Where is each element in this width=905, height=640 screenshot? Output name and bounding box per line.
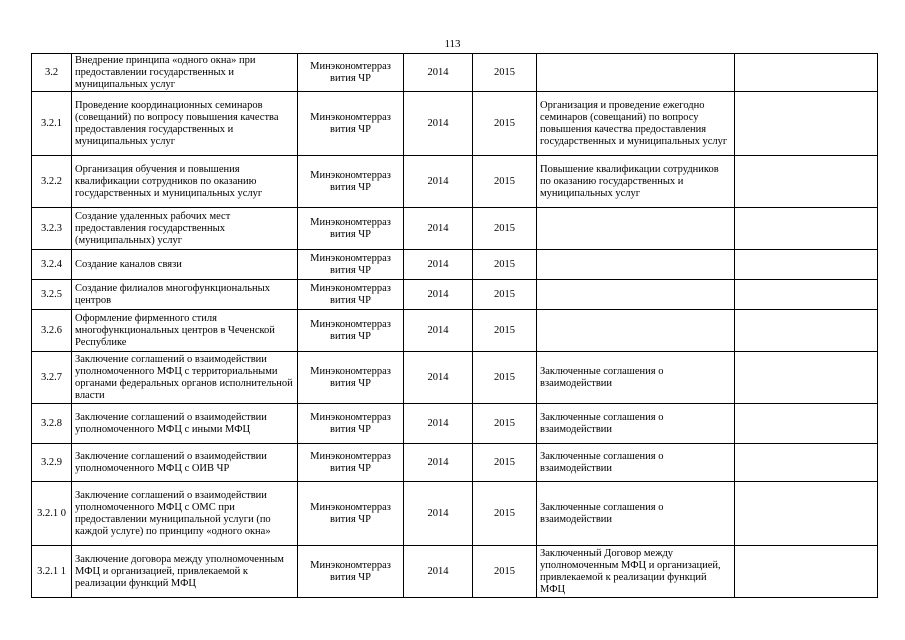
start-year: 2014 xyxy=(404,280,473,310)
measure-name: Заключение соглашений о взаимодействии уполномоченного МФЦ с ОМС при предоставлении муниципальной услуги (по каждой услуге) по принципу «одного окна» xyxy=(72,482,298,546)
measure-name: Внедрение принципа «одного окна» при предоставлении государственных и муниципальных услуг xyxy=(72,54,298,92)
table-row xyxy=(32,310,878,352)
measure-name: Заключение соглашений о взаимодействии уполномоченного МФЦ с ОИВ ЧР xyxy=(72,444,298,482)
expected-result: Заключенные соглашения о взаимодействии xyxy=(537,482,735,546)
expected-result xyxy=(537,208,735,250)
table-row xyxy=(32,444,878,482)
start-year: 2014 xyxy=(404,250,473,280)
start-year: 2014 xyxy=(404,404,473,444)
executor: Минэкономтерраз вития ЧР xyxy=(298,250,404,280)
row-number: 3.2.1 0 xyxy=(32,482,72,546)
expected-result: Заключенные соглашения о взаимодействии xyxy=(537,352,735,404)
start-year: 2014 xyxy=(404,546,473,598)
expected-result xyxy=(537,54,735,92)
expected-result xyxy=(537,310,735,352)
table-row xyxy=(32,92,878,156)
measure-name: Оформление фирменного стиля многофункциональных центров в Чеченской Республике xyxy=(72,310,298,352)
executor: Минэкономтерраз вития ЧР xyxy=(298,208,404,250)
start-year: 2014 xyxy=(404,92,473,156)
notes-cell xyxy=(735,352,878,404)
table-row xyxy=(32,482,878,546)
measure-name: Проведение координационных семинаров (совещаний) по вопросу повышения качества предоставления государственных и муниципальных услуг xyxy=(72,92,298,156)
table-row xyxy=(32,54,878,92)
measure-name: Организация обучения и повышения квалификации сотрудников по оказанию государственных и муниципальных услуг xyxy=(72,156,298,208)
start-year: 2014 xyxy=(404,54,473,92)
measure-name: Создание удаленных рабочих мест предоставления государственных (муниципальных) услуг xyxy=(72,208,298,250)
expected-result: Заключенные соглашения о взаимодействии xyxy=(537,404,735,444)
expected-result: Организация и проведение ежегодно семинаров (совещаний) по вопросу повышения качества предоставления государственных и муниципальных услуг xyxy=(537,92,735,156)
end-year: 2015 xyxy=(473,404,537,444)
executor: Минэкономтерраз вития ЧР xyxy=(298,280,404,310)
row-number: 3.2.5 xyxy=(32,280,72,310)
row-number: 3.2.2 xyxy=(32,156,72,208)
notes-cell xyxy=(735,280,878,310)
notes-cell xyxy=(735,250,878,280)
end-year: 2015 xyxy=(473,156,537,208)
executor: Минэкономтерраз вития ЧР xyxy=(298,352,404,404)
table-row xyxy=(32,404,878,444)
end-year: 2015 xyxy=(473,280,537,310)
notes-cell xyxy=(735,156,878,208)
row-number: 3.2.1 xyxy=(32,92,72,156)
executor: Минэкономтерраз вития ЧР xyxy=(298,156,404,208)
row-number: 3.2.3 xyxy=(32,208,72,250)
row-number: 3.2 xyxy=(32,54,72,92)
table-row xyxy=(32,280,878,310)
end-year: 2015 xyxy=(473,310,537,352)
measure-name: Заключение договора между уполномоченным МФЦ и организацией, привлекаемой к реализации функций МФЦ xyxy=(72,546,298,598)
executor: Минэкономтерраз вития ЧР xyxy=(298,444,404,482)
notes-cell xyxy=(735,92,878,156)
start-year: 2014 xyxy=(404,208,473,250)
table-row xyxy=(32,208,878,250)
row-number: 3.2.6 xyxy=(32,310,72,352)
start-year: 2014 xyxy=(404,444,473,482)
notes-cell xyxy=(735,310,878,352)
row-number: 3.2.1 1 xyxy=(32,546,72,598)
measures-table xyxy=(31,53,878,598)
end-year: 2015 xyxy=(473,444,537,482)
start-year: 2014 xyxy=(404,482,473,546)
table-row xyxy=(32,250,878,280)
end-year: 2015 xyxy=(473,352,537,404)
expected-result xyxy=(537,250,735,280)
measure-name: Заключение соглашений о взаимодействии уполномоченного МФЦ с территориальными органами федеральных органов исполнительной власти xyxy=(72,352,298,404)
end-year: 2015 xyxy=(473,482,537,546)
page-number: 113 xyxy=(444,38,461,50)
row-number: 3.2.7 xyxy=(32,352,72,404)
end-year: 2015 xyxy=(473,92,537,156)
executor: Минэкономтерраз вития ЧР xyxy=(298,92,404,156)
executor: Минэкономтерраз вития ЧР xyxy=(298,54,404,92)
end-year: 2015 xyxy=(473,250,537,280)
notes-cell xyxy=(735,54,878,92)
notes-cell xyxy=(735,546,878,598)
end-year: 2015 xyxy=(473,54,537,92)
notes-cell xyxy=(735,482,878,546)
notes-cell xyxy=(735,404,878,444)
end-year: 2015 xyxy=(473,208,537,250)
measure-name: Создание каналов связи xyxy=(72,250,298,280)
executor: Минэкономтерраз вития ЧР xyxy=(298,482,404,546)
expected-result: Заключенный Договор между уполномоченным МФЦ и организацией, привлекаемой к реализации функций МФЦ xyxy=(537,546,735,598)
start-year: 2014 xyxy=(404,352,473,404)
expected-result: Заключенные соглашения о взаимодействии xyxy=(537,444,735,482)
notes-cell xyxy=(735,208,878,250)
notes-cell xyxy=(735,444,878,482)
row-number: 3.2.8 xyxy=(32,404,72,444)
executor: Минэкономтерраз вития ЧР xyxy=(298,404,404,444)
executor: Минэкономтерраз вития ЧР xyxy=(298,546,404,598)
measure-name: Заключение соглашений о взаимодействии уполномоченного МФЦ с иными МФЦ xyxy=(72,404,298,444)
expected-result: Повышение квалификации сотрудников по оказанию государственных и муниципальных услуг xyxy=(537,156,735,208)
executor: Минэкономтерраз вития ЧР xyxy=(298,310,404,352)
start-year: 2014 xyxy=(404,156,473,208)
row-number: 3.2.4 xyxy=(32,250,72,280)
table-row xyxy=(32,352,878,404)
expected-result xyxy=(537,280,735,310)
measure-name: Создание филиалов многофункциональных центров xyxy=(72,280,298,310)
table-row xyxy=(32,156,878,208)
start-year: 2014 xyxy=(404,310,473,352)
row-number: 3.2.9 xyxy=(32,444,72,482)
end-year: 2015 xyxy=(473,546,537,598)
table-row xyxy=(32,546,878,598)
